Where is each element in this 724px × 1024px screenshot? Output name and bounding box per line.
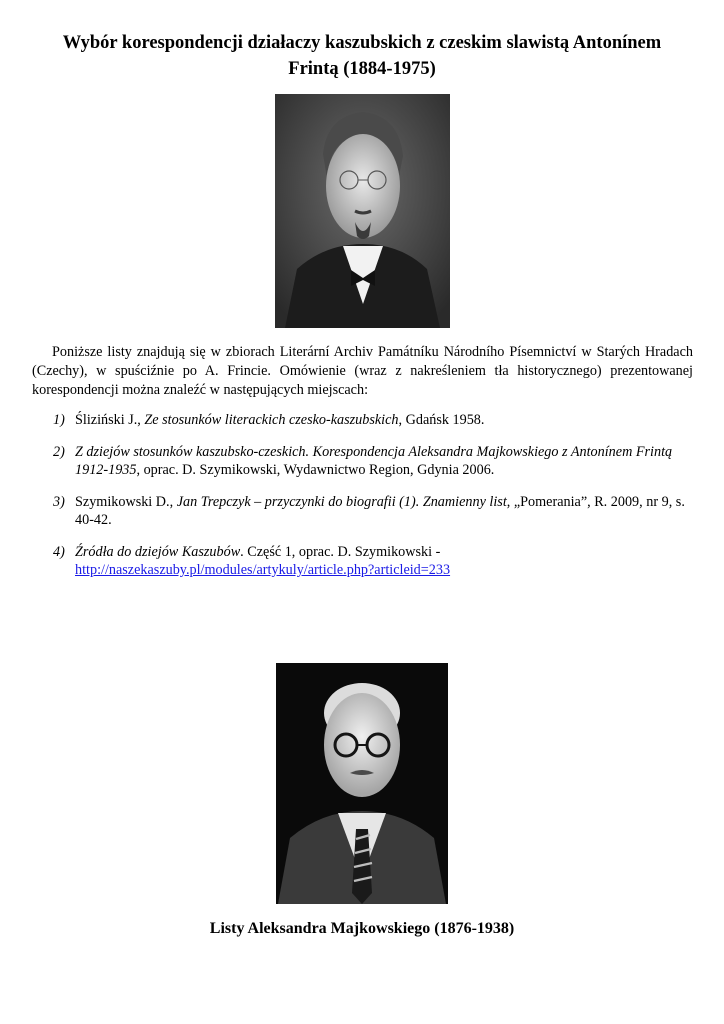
intro-paragraph: Poniższe listy znajdują się w zbiorach Literární Archiv Památníku Národního Písemnictví w Starých Hradach (Czechy), w spuściźnie po A. Frincie. Omówienie (wraz z nakreśleniem tła historycznego) prezentowanej korespondencji można znaleźć w następujących miejscach: [32,344,693,398]
reference-link[interactable]: http://naszekaszuby.pl/modules/artykuly/article.php?articleid=233 [75,562,451,578]
reference-author: Szymikowski D., [75,493,177,510]
reference-details: . Część 1, oprac. D. Szymikowski - [240,543,441,560]
section-heading: Listy Aleksandra Majkowskiego (1876-1938) [209,920,515,937]
list-item [32,493,693,530]
reference-title: Ze stosunków literackich czesko-kaszubskich [144,412,399,428]
list-item [32,411,693,430]
list-item-number: 4) [53,543,65,560]
reference-title: Źródła do dziejów Kaszubów [75,543,241,560]
list-item [32,543,693,580]
list-item-number: 3) [53,493,65,510]
reference-list [32,411,693,593]
reference-details: , „Pomerania”, R. 2009, nr 9, s. 40-42. [75,493,685,528]
list-item-number: 2) [53,443,65,460]
list-item [32,443,693,480]
portrait-photo-majkowski [276,663,448,904]
reference-author: Śliziński J., [75,412,145,428]
list-item-number: 1) [53,412,65,428]
page-title: Wybór korespondencji działaczy kaszubskich z czeskim slawistą Antonínem Frintą (1884-1975) [62,33,662,79]
portrait-photo-frinta [275,94,450,328]
reference-details: , oprac. D. Szymikowski, Wydawnictwo Region, Gdynia 2006. [136,462,495,478]
reference-title: Jan Trepczyk – przyczynki do biografii (1). Znamienny list [176,493,507,510]
reference-details: , Gdańsk 1958. [398,412,485,428]
reference-title: Z dziejów stosunków kaszubsko-czeskich. Korespondencja Aleksandra Majkowskiego z Antonínem Frintą 1912-1935 [75,443,673,478]
